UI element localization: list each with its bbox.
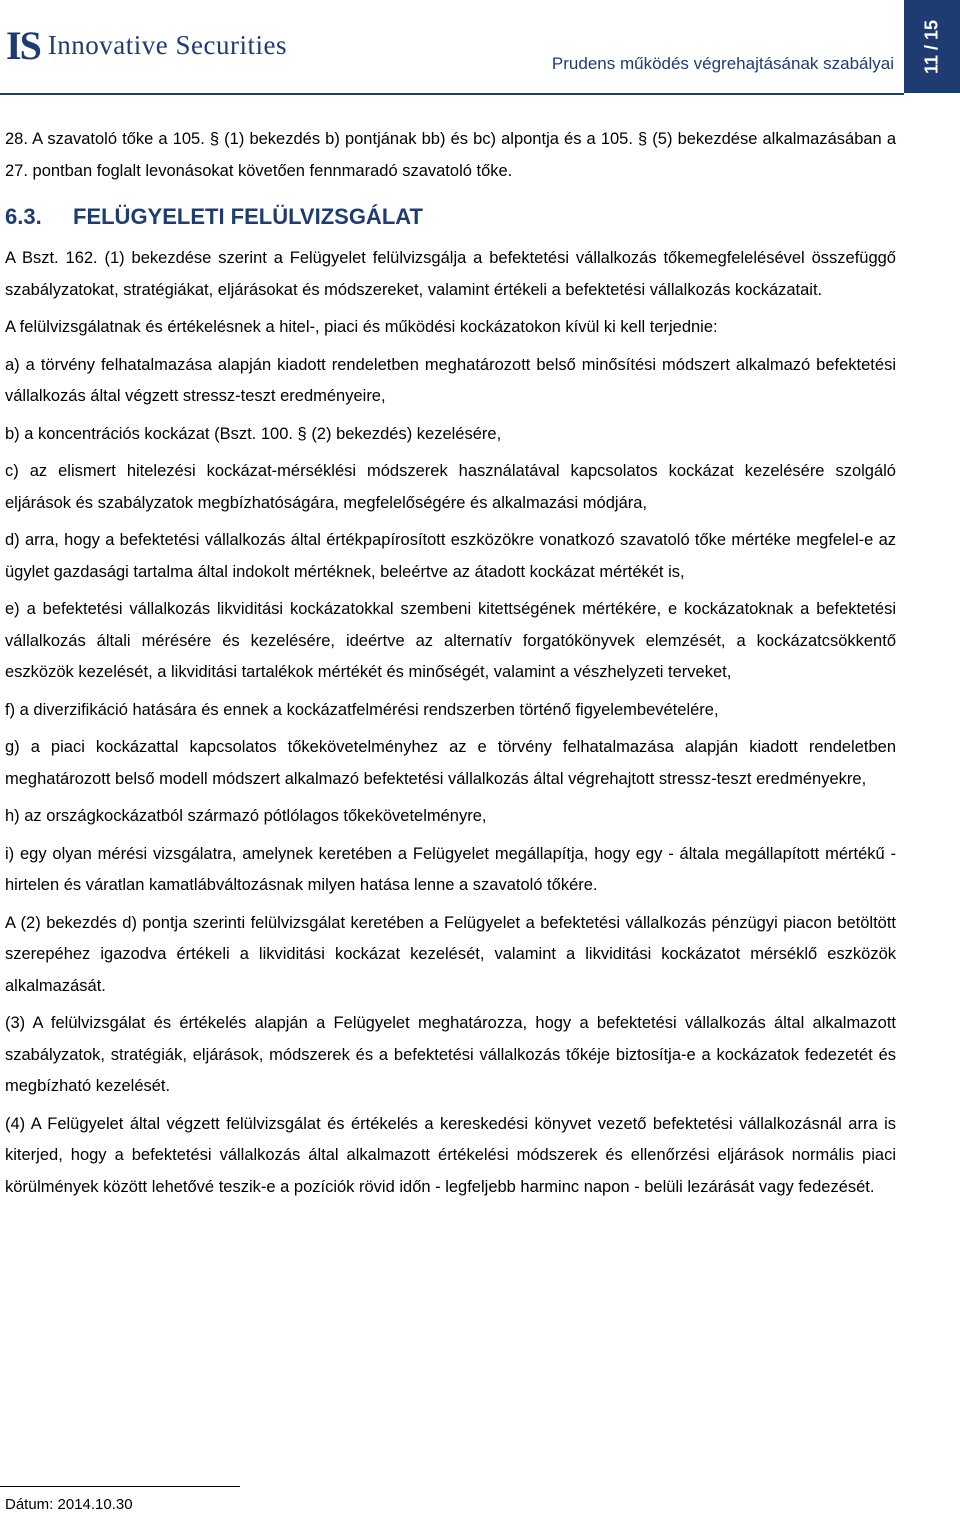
footer-date: Dátum: 2014.10.30 bbox=[5, 1496, 133, 1513]
page-number-tab bbox=[904, 0, 960, 93]
paragraph-intro: A Bszt. 162. (1) bekezdése szerint a Felügyelet felülvizsgálja a befektetési vállalkozás tőkemegfelelésével összefüggő szabályzatokat, stratégiákat, eljárásokat és módszereket, valamint értékeli a befektetési vállalkozás kockázatait. bbox=[5, 249, 896, 299]
company-logo bbox=[6, 22, 287, 69]
header-divider bbox=[0, 93, 904, 95]
paragraph-scope: A felülvizsgálatnak és értékelésnek a hitel-, piaci és működési kockázatokon kívül ki kell terjednie: bbox=[5, 318, 718, 336]
page-header bbox=[0, 0, 960, 96]
paragraph-4: (4) A Felügyelet által végzett felülvizsgálat és értékelés a kereskedési könyvet vezető befektetési vállalkozásnál arra is kiterjed, hogy a befektetési vállalkozás által alkalmazott értékelési módszerek és ellenőrzési eljárások normális piaci körülmények között lehetővé teszik-e a pozíciók rövid időn - legfeljebb harminc napon - belüli lezárását vagy fedezését. bbox=[5, 1114, 896, 1196]
paragraph-3: (3) A felülvizsgálat és értékelés alapján a Felügyelet meghatározza, hogy a befektetési vállalkozás által alkalmazott szabályzatok, stratégiák, eljárások, módszerek és a befektetési vállalkozás tőkéje biztosítja-e a kockázatok fedezetét és megbízható kezelését. bbox=[5, 1014, 896, 1095]
document-title: Prudens működés végrehajtásának szabályai bbox=[551, 54, 894, 73]
document-body bbox=[5, 124, 896, 1209]
paragraph-28: 28. A szavatoló tőke a 105. § (1) bekezdés b) pontjának bb) és bc) alpontja és a 105. § (5) bekezdése alkalmazásában a 27. pontban foglalt levonásokat követően fennmaradó szavatoló tőke. bbox=[5, 130, 896, 180]
list-item-a: a) a törvény felhatalmazása alapján kiadott rendeletben meghatározott belső minősítési módszert alkalmazó befektetési vállalkozás által végzett stressz-teszt eredményeire, bbox=[5, 355, 896, 405]
page-number: 11 / 15 bbox=[921, 19, 942, 74]
section-heading bbox=[5, 197, 896, 237]
list-item-d: d) arra, hogy a befektetési vállalkozás által értékpapírosított eszközökre vonatkozó szavatoló tőke mértéke megfelel-e az ügylet gazdasági tartalma által indokolt mértéknek, beleértve az átadott kockázat mértékét is, bbox=[5, 531, 896, 581]
list-item-b: b) a koncentrációs kockázat (Bszt. 100. § (2) bekezdés) kezelésére, bbox=[5, 424, 502, 443]
list-item-h: h) az országkockázatból származó pótlólagos tőkekövetelményre, bbox=[5, 807, 487, 825]
footer-divider bbox=[0, 1486, 240, 1487]
section-number: 6.3. bbox=[5, 204, 42, 229]
list-item-e: e) a befektetési vállalkozás likviditási kockázatokkal szembeni kitettségének mértékére, e kockázatoknak a befektetési vállalkozás általi mérésére és kezelésére, ideértve az alternatív forgatókönyvek elemzését, a kockázatcsökkentő eszközök kezelését, a likviditási tartalékok mértékét és minőségét, valamint a vészhelyzeti terveket, bbox=[5, 600, 896, 681]
list-item-f: f) a diverzifikáció hatására és ennek a kockázatfelmérési rendszerben történő figyelembevételére, bbox=[5, 700, 719, 719]
list-item-c: c) az elismert hitelezési kockázat-mérséklési módszerek használatával kapcsolatos kockázat kezelésére szolgáló eljárások és szabályzatok megbízhatóságára, megfelelőségére és alkalmazási módjára, bbox=[5, 462, 896, 512]
list-item-i: i) egy olyan mérési vizsgálatra, amelynek keretében a Felügyelet megállapítja, hogy egy - általa megállapított mértékű - hirtelen és váratlan kamatlábváltozásnak milyen hatása lenne a szavatoló tőkére. bbox=[5, 844, 896, 894]
paragraph-liquidity: A (2) bekezdés d) pontja szerinti felülvizsgálat keretében a Felügyelet a befektetési vállalkozás pénzügyi piacon betöltött szerepéhez igazodva értékeli a likviditási kockázat kezelését, valamint a likviditási kockázatot mérséklő eszközök alkalmazását. bbox=[5, 913, 896, 995]
logo-text: Innovative Securities bbox=[47, 30, 287, 60]
section-title: FELÜGYELETI FELÜLVIZSGÁLAT bbox=[73, 204, 423, 229]
list-item-g: g) a piaci kockázattal kapcsolatos tőkekövetelményhez az e törvény felhatalmazása alapján kiadott rendeletben meghatározott belső modell módszert alkalmazó befektetési vállalkozás által végrehajtott stressz-teszt eredményekre, bbox=[5, 738, 896, 788]
logo-mark: IS bbox=[6, 23, 40, 68]
